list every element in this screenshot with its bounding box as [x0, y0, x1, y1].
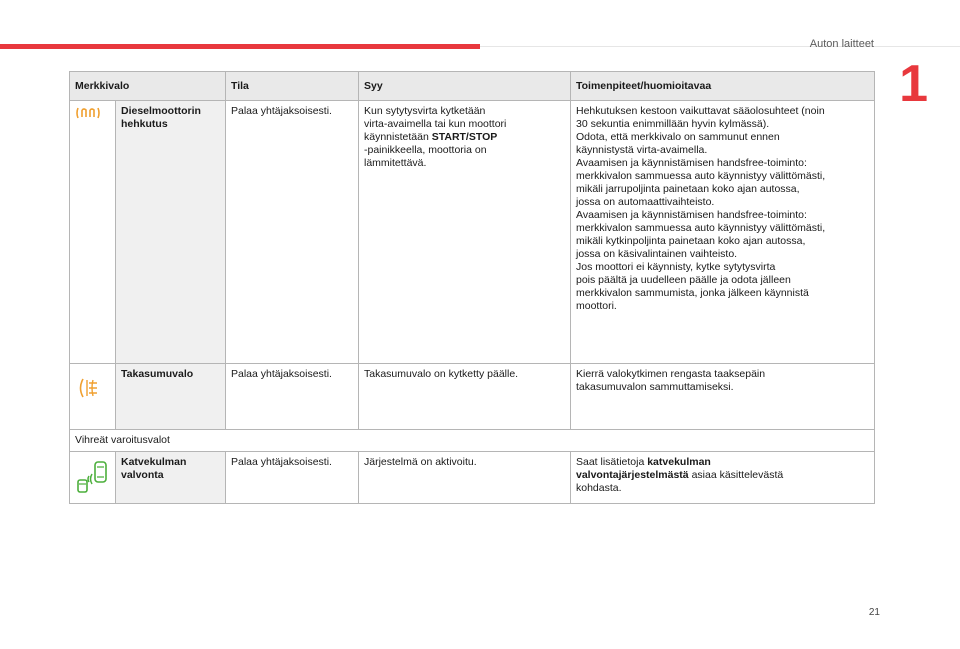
indicator-name: Katvekulman valvonta: [116, 452, 226, 504]
column-header-indicator: Merkkivalo: [70, 72, 226, 101]
indicator-action: Hehkutuksen kestoon vaikuttavat sääolosuhteet (noin 30 sekuntia enimmillään hyvin kylmässä). Odota, että merkkivalo on sammunut ennen käynnistystä virta-avaimella. Avaamisen ja käynnistämisen handsfree-toiminto: merkkivalon sammuessa auto käynnistyy välittömästi, mikäli jarrupoljinta painetaan koko ajan autossa, jossa on automaattivaihteisto. Avaamisen ja käynnistämisen handsfree-toiminto: merkkivalon sammuessa auto käynnistyy välittömästi, mikäli kytkinpoljinta painetaan koko ajan autossa, jossa on käsivalintainen vaihteisto. Jos moottori ei käynnisty, kytke sytytysvirta pois päältä ja uudelleen päälle ja odota jälleen merkkivalon sammumista, jonka jälkeen käynnistä moottori.: [571, 101, 875, 364]
indicator-name: Dieselmoottorin hehkutus: [116, 101, 226, 364]
icon-cell: [70, 364, 116, 430]
section-row: [70, 430, 875, 452]
table-row: [70, 452, 875, 504]
indicator-cause: Järjestelmä on aktivoitu.: [359, 452, 571, 504]
rear-fog-light-icon: [75, 391, 101, 403]
indicator-state: Palaa yhtäjaksoisesti.: [226, 452, 359, 504]
column-header-action: Toimenpiteet/huomioitavaa: [571, 72, 875, 101]
table-header-row: [70, 72, 875, 101]
chapter-number: 1: [899, 55, 928, 113]
glow-plug-icon: [75, 112, 101, 124]
section-title: Auton laitteet: [809, 38, 874, 50]
indicator-cause: Kun sytytysvirta kytketään virta-avaimella tai kun moottori käynnistetään START/STOP -painikkeella, moottoria on lämmitettävä.: [359, 101, 571, 364]
blind-spot-monitoring-icon: [75, 485, 109, 497]
table-row: [70, 364, 875, 430]
page-number: 21: [868, 607, 880, 618]
icon-cell: [70, 101, 116, 364]
indicator-action: Saat lisätietoja katvekulman valvontajärjestelmästä asiaa käsittelevästä kohdasta.: [571, 452, 875, 504]
column-header-cause: Syy: [359, 72, 571, 101]
warning-lights-table: [69, 71, 875, 504]
section-label: Vihreät varoitusvalot: [70, 430, 875, 452]
indicator-state: Palaa yhtäjaksoisesti.: [226, 101, 359, 364]
indicator-name: Takasumuvalo: [116, 364, 226, 430]
header-rule: [480, 46, 960, 47]
indicator-cause: Takasumuvalo on kytketty päälle.: [359, 364, 571, 430]
indicator-action: Kierrä valokytkimen rengasta taaksepäin takasumuvalon sammuttamiseksi.: [571, 364, 875, 430]
column-header-state: Tila: [226, 72, 359, 101]
icon-cell: [70, 452, 116, 504]
table-row: [70, 101, 875, 364]
indicator-state: Palaa yhtäjaksoisesti.: [226, 364, 359, 430]
accent-bar: [0, 44, 480, 49]
